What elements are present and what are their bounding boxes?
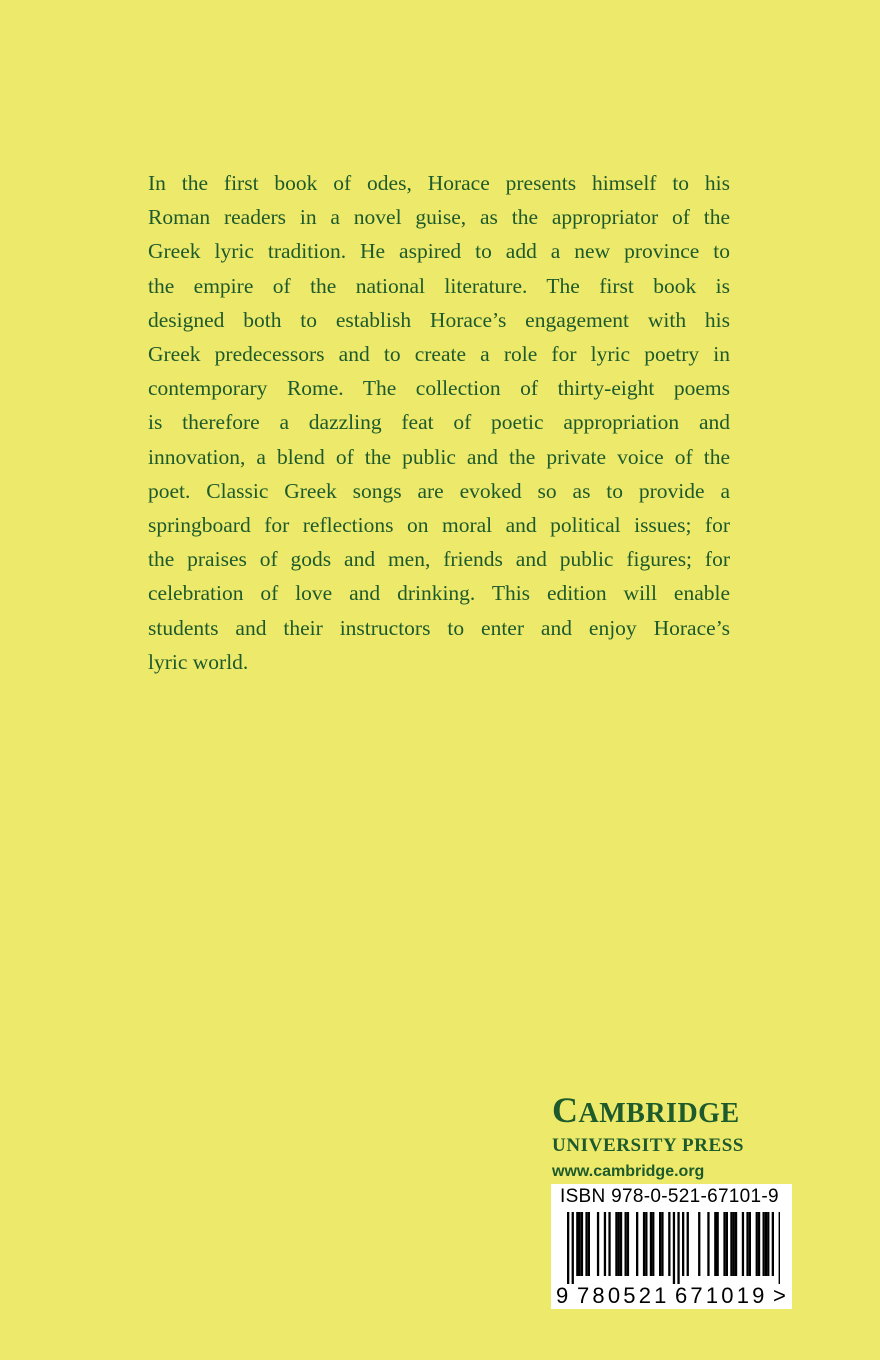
barcode-bar (763, 1212, 765, 1276)
blurb-line: students and their instructors to enter and enjoy Horace’s (148, 615, 730, 640)
publisher-name (552, 1090, 792, 1134)
barcode-bar (687, 1212, 689, 1276)
barcode-bar (585, 1212, 587, 1276)
barcode-bar (758, 1212, 760, 1276)
barcode-bar (627, 1212, 629, 1276)
barcode-bar (581, 1212, 583, 1276)
barcode-bar (604, 1212, 606, 1276)
barcode-bar (588, 1212, 590, 1276)
barcode-quiet-mark: > (773, 1283, 786, 1308)
publisher-name-initial: C (552, 1090, 579, 1130)
barcode-bar (714, 1212, 716, 1276)
blurb-line: contemporary Rome. The collection of thirty-eight poems (148, 376, 730, 401)
barcode-guard-bar (677, 1212, 679, 1284)
barcode-bar (615, 1212, 617, 1276)
barcode-bar (579, 1212, 581, 1276)
blurb-line: the empire of the national literature. The first book is (148, 273, 730, 298)
blurb-line: is therefore a dazzling feat of poetic appropriation and (148, 410, 730, 435)
barcode-bar (618, 1212, 620, 1276)
barcode-bar (620, 1212, 622, 1276)
barcode-bar (682, 1212, 684, 1276)
blurb-line: Greek lyric tradition. He aspired to add a new province to (148, 239, 730, 264)
blurb-line: the praises of gods and men, friends and public figures; for (148, 547, 730, 572)
blurb-line: springboard for reflections on moral and political issues; for (148, 513, 730, 538)
publisher-url: www.cambridge.org (552, 1163, 705, 1180)
barcode-bar (650, 1212, 652, 1276)
blurb-line: Roman readers in a novel guise, as the appropriator of the (148, 205, 730, 230)
barcode-guard-bar (572, 1212, 574, 1284)
blurb-line: lyric world. (148, 649, 249, 674)
barcode-bar (749, 1212, 751, 1276)
barcode-bar (698, 1212, 700, 1276)
barcode-bar (772, 1212, 774, 1276)
barcode-bar (645, 1212, 647, 1276)
barcode-bar (756, 1212, 758, 1276)
isbn-barcode (551, 1184, 792, 1309)
barcode-guard-bar (567, 1212, 569, 1284)
publisher-name-rest: AMBRIDGE (578, 1098, 740, 1129)
barcode-guard-bar (779, 1212, 780, 1284)
barcode-bar (730, 1212, 732, 1276)
barcode-bar (636, 1212, 638, 1276)
barcode-bar (765, 1212, 767, 1276)
publisher-subtitle: UNIVERSITY PRESS (552, 1135, 745, 1156)
barcode-bar (668, 1212, 670, 1276)
blurb-line: innovation, a blend of the public and the private voice of the (148, 444, 730, 469)
blurb-line: designed both to establish Horace’s engagement with his (148, 307, 730, 332)
barcode-bar (576, 1212, 578, 1276)
barcode-bar (723, 1212, 725, 1276)
publisher-logo (552, 1090, 792, 1183)
barcode-bar (707, 1212, 709, 1276)
barcode-bar (643, 1212, 645, 1276)
blurb-line: celebration of love and drinking. This edition will enable (148, 581, 730, 606)
barcode-bar (726, 1212, 728, 1276)
barcode-bar (717, 1212, 719, 1276)
blurb-line: In the first book of odes, Horace presents himself to his (148, 171, 730, 195)
barcode-bar (733, 1212, 735, 1276)
barcode-bar (661, 1212, 663, 1276)
barcode-digits-right: 671019 (675, 1283, 768, 1308)
isbn-label: ISBN 978-0-521-67101-9 (560, 1186, 779, 1207)
back-cover-blurb (148, 166, 730, 679)
barcode-digit-first: 9 (556, 1283, 569, 1308)
barcode-bar (735, 1212, 737, 1276)
barcode-bar (659, 1212, 661, 1276)
blurb-line: poet. Classic Greek songs are evoked so as to provide a (148, 478, 730, 503)
barcode-bar (597, 1212, 599, 1276)
barcode-digits-left: 780521 (577, 1283, 670, 1308)
barcode-bar (742, 1212, 744, 1276)
blurb-line: Greek predecessors and to create a role for lyric poetry in (148, 342, 730, 367)
barcode-guard-bar (673, 1212, 675, 1284)
barcode-bar (767, 1212, 769, 1276)
barcode-bar (652, 1212, 654, 1276)
barcode-digits (551, 1283, 792, 1309)
barcode-bar (625, 1212, 627, 1276)
barcode-bar (608, 1212, 610, 1276)
barcode-bars (563, 1212, 780, 1284)
barcode-bar (746, 1212, 748, 1276)
